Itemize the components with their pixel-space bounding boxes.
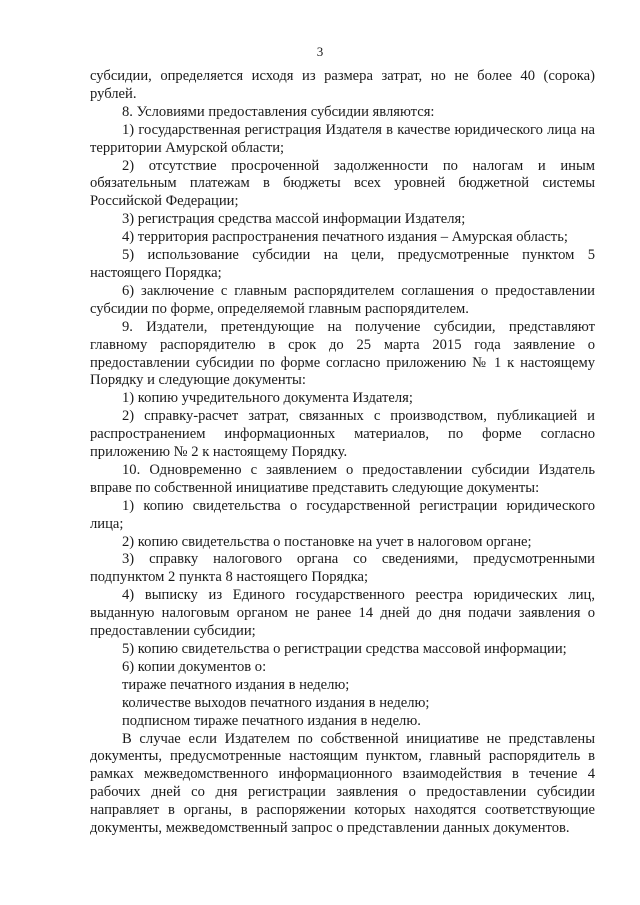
- paragraph-clause-10-item-2: 2) копию свидетельства о постановке на учет в налоговом органе;: [122, 533, 532, 550]
- paragraph-clause-10: 10. Одновременно с заявлением о предоставлении субсидии Издатель вправе по собственной инициативе представить следующие документы:: [90, 461, 595, 496]
- paragraph-subsidy-limit: субсидии, определяется исходя из размера затрат, но не более 40 (сорока) рублей.: [90, 68, 595, 102]
- paragraph-clause-8-item-3: 3) регистрация средства массой информации Издателя;: [122, 211, 466, 228]
- paragraph-clause-10-item-6: 6) копии документов о:: [122, 658, 267, 675]
- paragraph-clause-10-item-3: 3) справку налогового органа со сведениями, предусмотренными подпунктом 2 пункта 8 настоящего Порядка;: [90, 551, 595, 586]
- paragraph-copies-circulation: тираже печатного издания в неделю;: [122, 676, 350, 693]
- paragraph-clause-8-heading: 8. Условиями предоставления субсидии являются:: [122, 103, 435, 120]
- paragraph-clause-10-item-5: 5) копию свидетельства о регистрации средства массовой информации;: [122, 641, 567, 657]
- paragraph-clause-9: 9. Издатели, претендующие на получение субсидии, представляют главному распорядителю в срок до 25 марта 2015 года заявление о предоставлении субсидии по форме согласно приложению № 1 к настоящему Порядку и следующие документы:: [90, 318, 595, 389]
- paragraph-clause-9-item-2: 2) справку-расчет затрат, связанных с производством, публикацией и распространением информационных материалов, по форме согласно приложению № 2 к настоящему Порядку.: [90, 408, 595, 461]
- paragraph-clause-10-item-1: 1) копию свидетельства о государственной регистрации юридического лица;: [90, 497, 595, 532]
- paragraph-clause-9-item-1: 1) копию учредительного документа Издателя;: [122, 390, 413, 407]
- paragraph-clause-8-item-5: 5) использование субсидии на цели, предусмотренные пунктом 5 настоящего Порядка;: [90, 247, 595, 281]
- paragraph-clause-8-item-6: 6) заключение с главным распорядителем соглашения о предоставлении субсидии по форме, определяемой главным распорядителем.: [90, 282, 595, 317]
- paragraph-interagency-request: В случае если Издателем по собственной инициативе не представлены документы, предусмотренные настоящим пунктом, главный распорядитель в рамках межведомственного информационного взаимодействия в течение 4 рабочих дней со дня регистрации заявления о предоставлении субсидии направляет в органы, в распоряжении которых находятся соответствующие документы, межведомственный запрос о представлении данных документов.: [90, 730, 595, 837]
- paragraph-clause-8-item-4: 4) территория распространения печатного издания – Амурская область;: [122, 229, 568, 246]
- document-body: [90, 68, 595, 838]
- paragraph-copies-issues: количестве выходов печатного издания в неделю;: [122, 694, 430, 711]
- paragraph-copies-subscription: подписном тираже печатного издания в неделю.: [122, 712, 421, 729]
- paragraph-clause-10-item-4: 4) выписку из Единого государственного реестра юридических лиц, выданную налоговым органом не ранее 14 дней до дня подачи заявления о предоставлении субсидии;: [90, 587, 595, 640]
- page-number: 3: [316, 44, 324, 59]
- paragraph-clause-8-item-1: 1) государственная регистрация Издателя в качестве юридического лица на территории Амурской области;: [90, 121, 595, 156]
- paragraph-clause-8-item-2: 2) отсутствие просроченной задолженности по налогам и иным обязательным платежам в бюджеты всех уровней бюджетной системы Российской Федерации;: [90, 157, 595, 210]
